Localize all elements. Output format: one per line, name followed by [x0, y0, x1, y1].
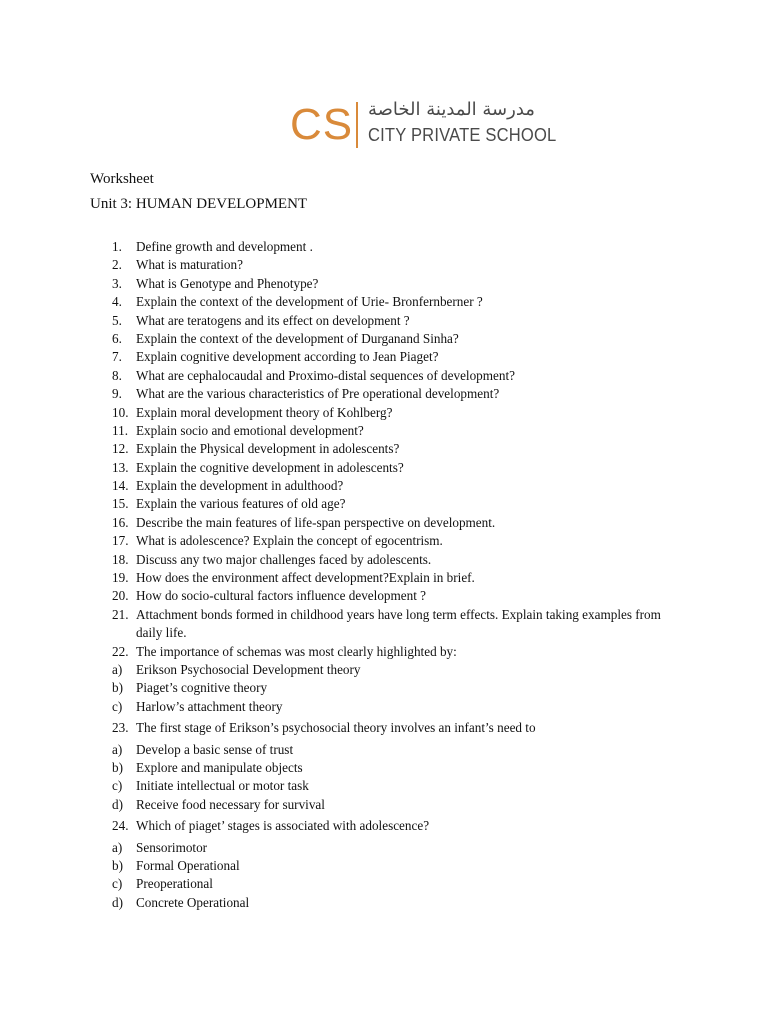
list-item — [112, 606, 672, 643]
option-text: Initiate intellectual or motor task — [136, 778, 309, 794]
item-text: Explain socio and emotional development? — [136, 422, 364, 438]
item-text: Attachment bonds formed in childhood years have long term effects. Explain taking examples from daily life. — [136, 606, 661, 641]
option-letter: a) — [112, 662, 123, 677]
item-number: 5. — [112, 312, 122, 328]
list-item — [112, 587, 672, 605]
item-text: What are the various characteristics of Pre operational development? — [136, 386, 500, 402]
logo-english-name: CITY PRIVATE SCHOOL — [368, 125, 557, 145]
item-number: 13. — [112, 459, 129, 475]
option-letter: c) — [112, 876, 123, 892]
option-letter: d) — [112, 796, 123, 812]
item-number: 24. — [112, 818, 129, 834]
list-item — [112, 777, 672, 795]
item-number: 12. — [112, 441, 129, 457]
list-item — [112, 839, 672, 857]
option-text: Piaget’s cognitive theory — [136, 680, 268, 696]
item-number: 15. — [112, 496, 129, 512]
item-number: 4. — [112, 294, 122, 310]
question-list — [112, 238, 672, 912]
list-item — [112, 759, 672, 777]
item-number: 3. — [112, 275, 122, 291]
item-number: 8. — [112, 367, 122, 383]
item-number: 20. — [112, 588, 129, 604]
option-text: Concrete Operational — [136, 894, 250, 910]
item-number: 10. — [112, 404, 129, 420]
item-number: 7. — [112, 349, 122, 365]
item-text: Explain the Physical development in adolescents? — [136, 441, 400, 457]
list-item — [112, 275, 672, 293]
logo-arabic-name: مدرسة المدينة الخاصة — [368, 99, 535, 120]
list-item — [112, 312, 672, 330]
item-number: 17. — [112, 533, 129, 549]
list-item — [112, 698, 672, 716]
list-item — [112, 643, 672, 661]
list-item — [112, 857, 672, 875]
list-item — [112, 459, 672, 477]
item-text: How do socio-cultural factors influence development ? — [136, 588, 427, 604]
item-number: 6. — [112, 330, 122, 346]
item-text: What are teratogens and its effect on development ? — [136, 312, 410, 328]
option-text: Explore and manipulate objects — [136, 759, 303, 775]
list-item — [112, 238, 672, 256]
list-item — [112, 477, 672, 495]
item-number: 11. — [112, 422, 128, 438]
item-text: What is maturation? — [136, 257, 243, 273]
item-text: Explain cognitive development according to Jean Piaget? — [136, 349, 439, 365]
item-text: Explain the context of the development of Urie- Bronfernberner ? — [136, 294, 483, 310]
item-number: 22. — [112, 643, 129, 659]
logo-divider — [356, 102, 358, 148]
list-item — [112, 532, 672, 550]
item-text: Explain the cognitive development in adolescents? — [136, 459, 404, 475]
item-number: 9. — [112, 386, 122, 402]
item-number: 21. — [112, 606, 129, 622]
logo-abbreviation: CS — [290, 100, 354, 149]
list-item — [112, 796, 672, 814]
list-item — [112, 330, 672, 348]
list-item — [112, 404, 672, 422]
option-text: Preoperational — [136, 876, 213, 892]
option-text: Formal Operational — [136, 857, 240, 873]
option-text: Develop a basic sense of trust — [136, 741, 294, 757]
item-text: The first stage of Erikson’s psychosocial theory involves an infant’s need to — [136, 720, 536, 736]
list-item — [112, 367, 672, 385]
worksheet-label: Worksheet — [90, 171, 154, 187]
list-item — [112, 293, 672, 311]
item-number: 23. — [112, 720, 129, 736]
list-item — [112, 661, 672, 679]
item-text: Explain the context of the development of Durganand Sinha? — [136, 330, 459, 346]
school-logo — [290, 100, 590, 152]
option-text: Sensorimotor — [136, 839, 208, 855]
list-item — [112, 741, 672, 759]
list-item — [112, 679, 672, 697]
item-number: 18. — [112, 551, 129, 567]
option-text: Erikson Psychosocial Development theory — [136, 662, 361, 677]
item-text: Which of piaget’ stages is associated with adolescence? — [136, 818, 430, 834]
list-item — [112, 256, 672, 274]
unit-title: Unit 3: HUMAN DEVELOPMENT — [90, 196, 308, 212]
item-text: The importance of schemas was most clearly highlighted by: — [136, 643, 457, 659]
option-text: Receive food necessary for survival — [136, 796, 325, 812]
option-letter: b) — [112, 857, 123, 873]
item-text: Define growth and development . — [136, 239, 313, 254]
option-letter: a) — [112, 839, 123, 855]
option-letter: c) — [112, 778, 123, 794]
item-number: 16. — [112, 514, 129, 530]
list-item — [112, 894, 672, 912]
option-letter: b) — [112, 680, 123, 696]
list-item — [112, 422, 672, 440]
list-item — [112, 569, 672, 587]
item-number: 19. — [112, 570, 129, 586]
item-number: 1. — [112, 239, 122, 254]
item-text: Discuss any two major challenges faced by adolescents. — [136, 551, 432, 567]
item-text: Describe the main features of life-span perspective on development. — [136, 514, 496, 530]
item-text: Explain the development in adulthood? — [136, 478, 344, 494]
option-letter: d) — [112, 894, 123, 910]
item-text: What is Genotype and Phenotype? — [136, 275, 319, 291]
option-text: Harlow’s attachment theory — [136, 698, 283, 714]
list-item — [112, 875, 672, 893]
item-text: Explain moral development theory of Kohlberg? — [136, 404, 393, 420]
item-text: What is adolescence? Explain the concept of egocentrism. — [136, 533, 443, 549]
item-text: Explain the various features of old age? — [136, 496, 346, 512]
option-letter: a) — [112, 741, 123, 757]
list-item — [112, 495, 672, 513]
option-letter: b) — [112, 759, 123, 775]
option-letter: c) — [112, 698, 123, 714]
list-item — [112, 440, 672, 458]
list-item — [112, 348, 672, 366]
list-item — [112, 817, 672, 835]
list-item — [112, 385, 672, 403]
item-number: 14. — [112, 478, 129, 494]
list-item — [112, 551, 672, 569]
list-item — [112, 719, 672, 737]
item-number: 2. — [112, 257, 122, 273]
item-text: How does the environment affect development?Explain in brief. — [136, 570, 475, 586]
list-item — [112, 514, 672, 532]
item-text: What are cephalocaudal and Proximo-distal sequences of development? — [136, 367, 515, 383]
